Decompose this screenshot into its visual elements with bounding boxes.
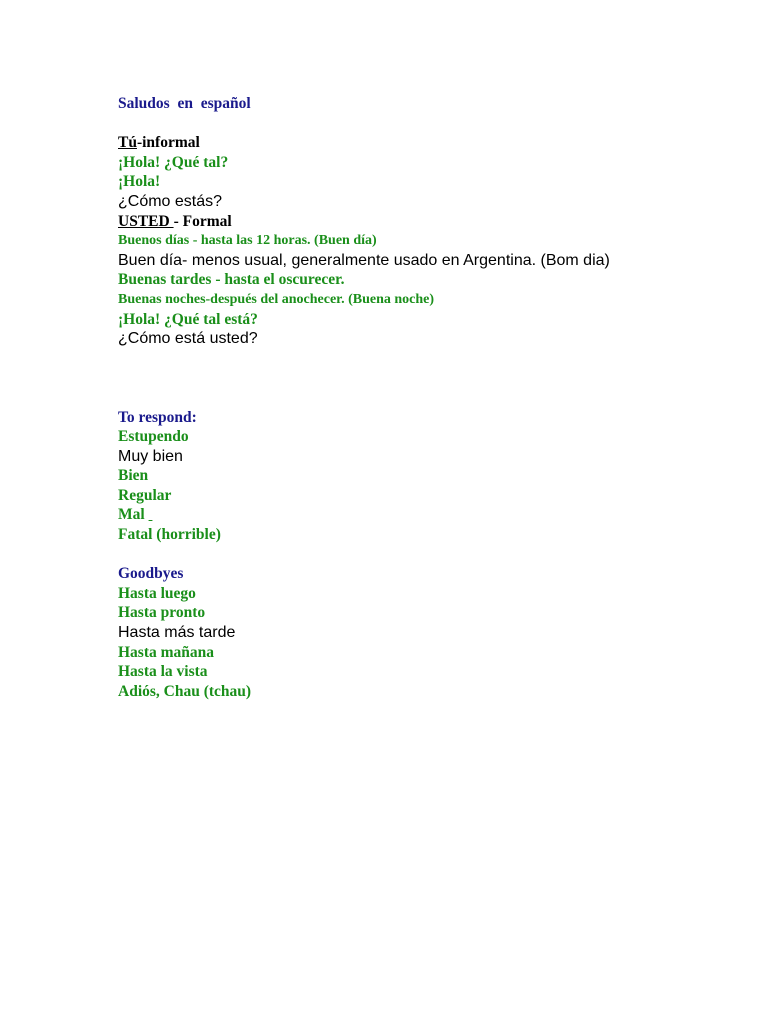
- underline-mark: [149, 506, 153, 523]
- tu-heading-rest: -informal: [136, 134, 200, 152]
- respond-item: Estupendo: [118, 428, 189, 446]
- usted-phrase: ¿Cómo está usted?: [118, 330, 258, 348]
- usted-heading-underlined: USTED: [118, 212, 174, 230]
- respond-item-text: Mal: [118, 506, 149, 524]
- respond-item: Muy bien: [118, 447, 183, 465]
- respond-item: Regular: [118, 486, 172, 504]
- spacer: [118, 114, 718, 134]
- goodbye-item: Hasta más tarde: [118, 624, 236, 642]
- usted-phrase: Buen día- menos usual, generalmente usado en Argentina. (Bom dia): [118, 251, 610, 269]
- tu-heading: [118, 133, 718, 153]
- goodbye-item: Adiós, Chau (tchau): [118, 682, 252, 700]
- goodbye-item: Hasta mañana: [118, 643, 215, 661]
- goodbyes-heading: Goodbyes: [118, 565, 184, 583]
- tu-phrase: ¿Cómo estás?: [118, 192, 223, 210]
- document-title: Saludos en español: [118, 95, 251, 112]
- usted-phrase: Buenas tardes - hasta el oscurecer.: [118, 271, 345, 289]
- respond-item: Bien: [118, 467, 149, 485]
- document-page: [118, 94, 718, 701]
- usted-heading-rest: - Formal: [173, 212, 232, 230]
- respond-item-mal: [118, 505, 718, 525]
- usted-phrase: Buenos días - hasta las 12 horas. (Buen día): [118, 233, 377, 249]
- goodbye-item: Hasta luego: [118, 584, 196, 602]
- usted-heading: [118, 212, 718, 232]
- respond-heading: To respond:: [118, 408, 197, 426]
- respond-item: Fatal (horrible): [118, 526, 221, 544]
- spacer: [118, 545, 718, 565]
- goodbye-item: Hasta pronto: [118, 604, 206, 622]
- spacer: [118, 349, 718, 408]
- tu-phrase: ¡Hola! ¿Qué tal?: [118, 153, 229, 171]
- usted-phrase: Buenas noches-después del anochecer. (Buena noche): [118, 291, 435, 307]
- tu-heading-underlined: Tú: [118, 134, 137, 152]
- usted-phrase: ¡Hola! ¿Qué tal está?: [118, 310, 258, 328]
- goodbye-item: Hasta la vista: [118, 663, 208, 681]
- tu-phrase: ¡Hola!: [118, 173, 161, 191]
